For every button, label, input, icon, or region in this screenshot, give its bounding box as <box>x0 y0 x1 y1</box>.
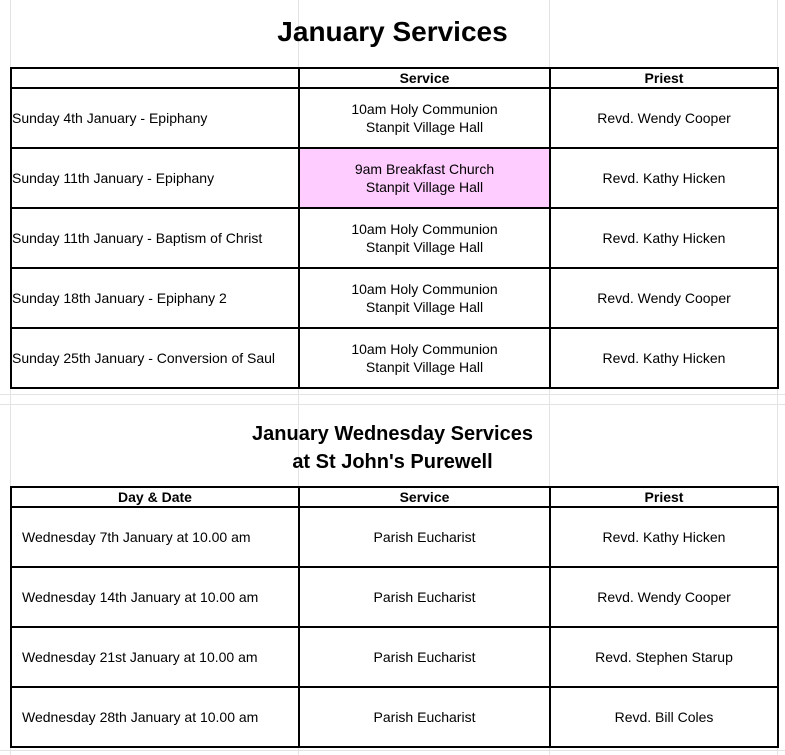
service-priest: Revd. Wendy Cooper <box>550 567 778 627</box>
service-time: 10am Holy Communion <box>351 101 498 117</box>
service-priest: Revd. Kathy Hicken <box>550 148 778 208</box>
table-header-row <box>11 68 778 88</box>
gridline <box>0 394 785 395</box>
table-row <box>11 208 778 268</box>
service-day: Wednesday 7th January at 10.00 am <box>11 507 299 567</box>
wednesday-title-line1: January Wednesday Services <box>252 423 533 445</box>
table-row <box>11 328 778 388</box>
service-time: 10am Holy Communion <box>351 281 498 297</box>
header-priest: Priest <box>550 487 778 507</box>
wednesday-title-line2: at St John's Purewell <box>292 451 493 473</box>
wednesday-services-table <box>10 486 779 748</box>
table-row <box>11 88 778 148</box>
service-day: Wednesday 28th January at 10.00 am <box>11 687 299 747</box>
service-details <box>299 328 550 388</box>
header-day <box>11 68 299 88</box>
service-name: Parish Eucharist <box>299 567 550 627</box>
service-day: Sunday 11th January - Epiphany <box>11 148 299 208</box>
service-name: Parish Eucharist <box>299 507 550 567</box>
service-details <box>299 268 550 328</box>
service-time: 10am Holy Communion <box>351 341 498 357</box>
table-row <box>11 687 778 747</box>
sunday-services-title: January Services <box>277 16 508 47</box>
table-row <box>11 148 778 208</box>
table-row <box>11 507 778 567</box>
service-priest: Revd. Wendy Cooper <box>550 268 778 328</box>
service-details <box>299 208 550 268</box>
table-row <box>11 627 778 687</box>
service-day: Wednesday 14th January at 10.00 am <box>11 567 299 627</box>
service-day: Sunday 4th January - Epiphany <box>11 88 299 148</box>
service-day: Sunday 11th January - Baptism of Christ <box>11 208 299 268</box>
service-priest: Revd. Kathy Hicken <box>550 208 778 268</box>
service-details-highlighted <box>299 148 550 208</box>
header-priest: Priest <box>550 68 778 88</box>
wednesday-services-title <box>0 420 785 476</box>
service-time: 9am Breakfast Church <box>354 161 495 177</box>
service-name: Parish Eucharist <box>299 627 550 687</box>
service-day: Sunday 18th January - Epiphany 2 <box>11 268 299 328</box>
service-priest: Revd. Kathy Hicken <box>550 507 778 567</box>
table-row <box>11 567 778 627</box>
service-name: Parish Eucharist <box>299 687 550 747</box>
service-venue: Stanpit Village Hall <box>365 239 484 255</box>
gridline <box>0 750 785 751</box>
service-time: 10am Holy Communion <box>351 221 498 237</box>
gridline <box>0 404 785 405</box>
service-priest: Revd. Kathy Hicken <box>550 328 778 388</box>
service-day: Sunday 25th January - Conversion of Saul <box>11 328 299 388</box>
service-details <box>299 88 550 148</box>
service-venue: Stanpit Village Hall <box>365 119 484 135</box>
header-day-date: Day & Date <box>11 487 299 507</box>
table-row <box>11 268 778 328</box>
service-day: Wednesday 21st January at 10.00 am <box>11 627 299 687</box>
service-venue: Stanpit Village Hall <box>365 359 484 375</box>
service-priest: Revd. Stephen Starup <box>550 627 778 687</box>
service-venue: Stanpit Village Hall <box>365 299 484 315</box>
service-venue: Stanpit Village Hall <box>365 179 484 195</box>
header-service: Service <box>299 68 550 88</box>
table-header-row <box>11 487 778 507</box>
sunday-services-table <box>10 67 779 389</box>
header-service: Service <box>299 487 550 507</box>
service-priest: Revd. Bill Coles <box>550 687 778 747</box>
service-priest: Revd. Wendy Cooper <box>550 88 778 148</box>
